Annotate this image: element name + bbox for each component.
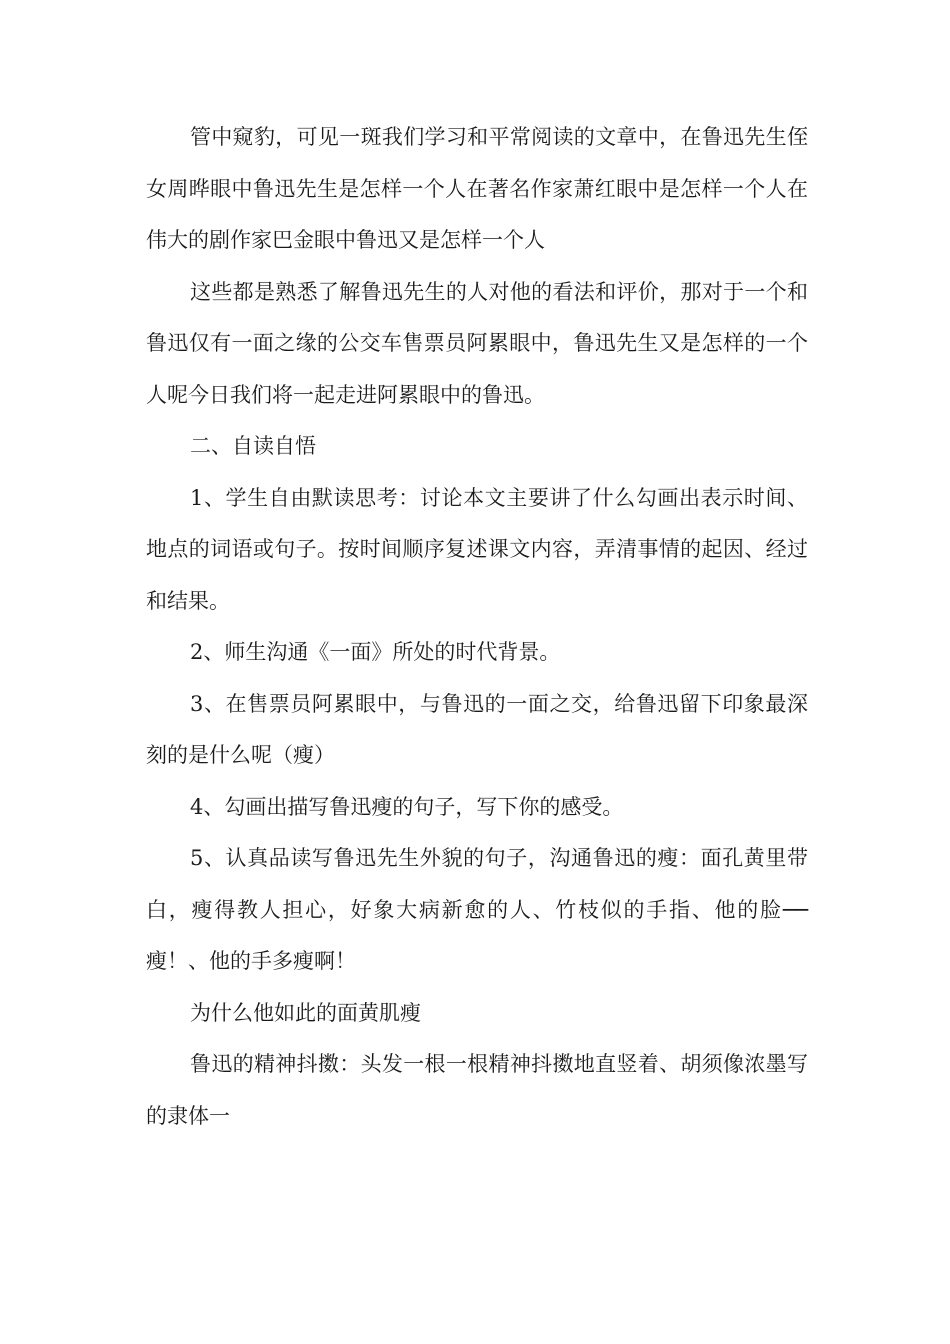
- question-paragraph: 为什么他如此的面黄肌瘦: [190, 1000, 421, 1025]
- spirit-paragraph: 鲁迅的精神抖擞：头发一根一根精神抖擞地直竖着、胡须像浓墨写的隶体一: [146, 1052, 808, 1128]
- step-5: 5、认真品读写鲁迅先生外貌的句子，沟通鲁迅的瘦：面孔黄里带白，瘦得教人担心，好象大病新愈的人、竹枝似的手指、他的脸──瘦！、他的手多瘦啊！: [146, 846, 808, 973]
- step-3: 3、在售票员阿累眼中，与鲁迅的一面之交，给鲁迅留下印象最深刻的是什么呢（瘦）: [146, 691, 808, 767]
- step-2: 2、师生沟通《一面》所处的时代背景。: [190, 640, 561, 664]
- section-heading: 二、自读自悟: [190, 434, 316, 458]
- document-body: [146, 112, 808, 1142]
- step-4: 4、勾画出描写鲁迅瘦的句子，写下你的感受。: [190, 794, 624, 819]
- step-1: 1、学生自由默读思考：讨论本文主要讲了什么勾画出表示时间、地点的词语或句子。按时间顺序复述课文内容，弄清事情的起因、经过和结果。: [146, 485, 808, 613]
- paragraph-intro: 管中窥豹，可见一斑我们学习和平常阅读的文章中，在鲁迅先生侄女周晔眼中鲁迅先生是怎样一个人在著名作家萧红眼中是怎样一个人在伟大的剧作家巴金眼中鲁迅又是怎样一个人: [146, 125, 808, 252]
- paragraph-transition: 这些都是熟悉了解鲁迅先生的人对他的看法和评价，那对于一个和鲁迅仅有一面之缘的公交车售票员阿累眼中，鲁迅先生又是怎样的一个人呢今日我们将一起走进阿累眼中的鲁迅。: [146, 279, 808, 407]
